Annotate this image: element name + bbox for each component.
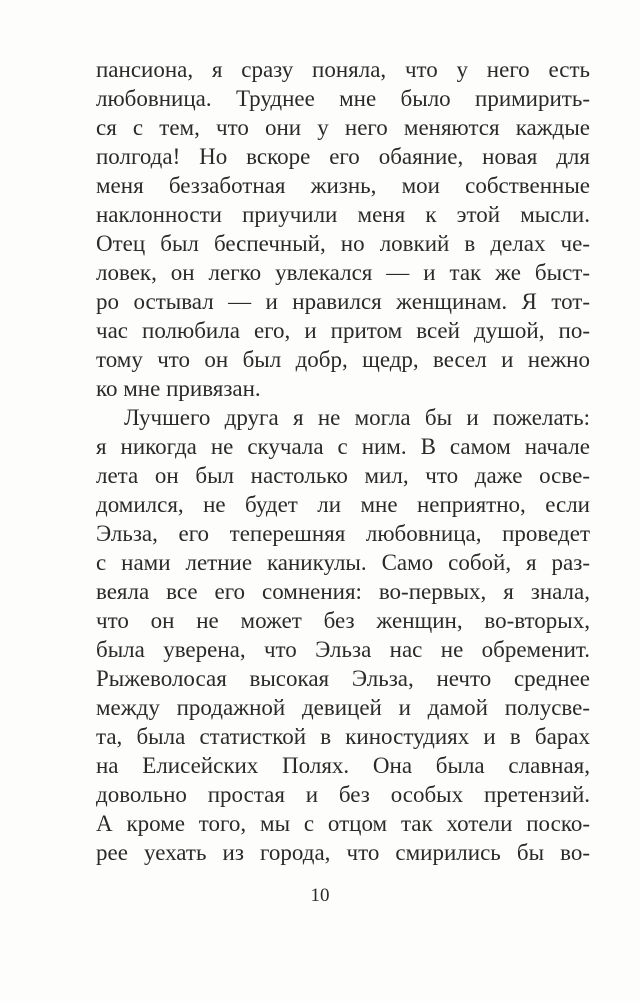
text-line: та, была статисткой в киностудиях и в барах	[96, 724, 590, 749]
text-line: с нами летние каникулы. Само собой, я раз-	[96, 550, 590, 575]
text-line: на Елисейских Полях. Она была славная,	[96, 753, 590, 778]
text-line: ловек, он легко увлекался — и так же быст-	[96, 260, 590, 285]
text-line: лета он был настолько мил, что даже осве-	[96, 463, 590, 488]
text-line: Эльза, его теперешняя любовница, проведет	[96, 521, 590, 546]
text-line: А кроме того, мы с отцом так хотели поско-	[96, 811, 590, 836]
page-number: 10	[310, 885, 330, 906]
text-line: любовница. Труднее мне было примирить-	[96, 86, 590, 111]
paragraph	[96, 55, 590, 403]
text-line: между продажной девицей и дамой полусве-	[96, 695, 590, 720]
text-line: ся с тем, что они у него меняются каждые	[96, 115, 590, 140]
text-line: пансиона, я сразу поняла, что у него есть	[96, 57, 590, 82]
text-line: час полюбила его, и притом всей душой, по-	[96, 318, 590, 343]
text-line: веяла все его сомнения: во-первых, я знала,	[96, 579, 590, 604]
text-line: рее уехать из города, что смирились бы во-	[96, 840, 590, 865]
text-line: Рыжеволосая высокая Эльза, нечто среднее	[96, 666, 590, 691]
text-line: Лучшего друга я не могла бы и пожелать:	[124, 405, 590, 430]
text-line: тому что он был добр, щедр, весел и нежно	[96, 347, 590, 372]
text-line: я никогда не скучала с ним. В самом начале	[96, 434, 590, 459]
body-text	[96, 55, 590, 867]
text-line: домился, не будет ли мне неприятно, если	[96, 492, 590, 517]
text-line: что он не может без женщин, во-вторых,	[96, 608, 590, 633]
text-line: наклонности приучили меня к этой мысли.	[96, 202, 590, 227]
text-line: ро остывал — и нравился женщинам. Я тот-	[96, 289, 590, 314]
paragraph	[96, 403, 590, 867]
text-line: Отец был беспечный, но ловкий в делах че-	[96, 231, 590, 256]
text-line: довольно простая и без особых претензий.	[96, 782, 590, 807]
text-line: была уверена, что Эльза нас не обременит.	[96, 637, 590, 662]
text-line: меня беззаботная жизнь, мои собственные	[96, 173, 590, 198]
text-line: полгода! Но вскоре его обаяние, новая для	[96, 144, 590, 169]
text-line: ко мне привязан.	[96, 376, 261, 401]
